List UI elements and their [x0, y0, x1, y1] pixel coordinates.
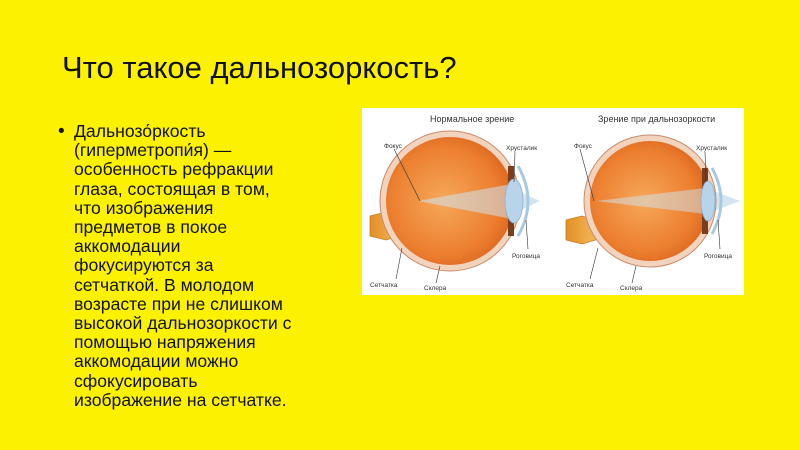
panel-normal-vision — [370, 114, 540, 292]
bullet-list-item — [58, 122, 348, 410]
panel-caption: Нормальное зрение — [430, 114, 515, 124]
panel-caption: Зрение при дальнозоркости — [598, 114, 716, 124]
label-cornea: Роговица — [704, 253, 732, 260]
lens — [505, 179, 523, 223]
label-lens: Хрусталик — [696, 145, 728, 152]
label-cornea: Роговица — [512, 253, 540, 260]
label-sclera: Склера — [424, 285, 447, 292]
slide-title: Что такое дальнозоркость? — [62, 50, 457, 85]
bullet-dot: • — [58, 121, 65, 142]
label-lens: Хрусталик — [506, 145, 538, 152]
label-retina: Сетчатка — [370, 282, 398, 289]
label-focus: Фокус — [384, 143, 402, 150]
panel-farsighted-vision — [566, 114, 740, 292]
bullet-text: Дальнозо́ркость (гиперметропи́я) — особенность рефракции глаза, состоящая в том, что изображения предметов в покое аккомодации фокусируются за сетчаткой. В молодом возрасте при не слишком высокой дальнозоркости с помощью напряжения аккомодации можно сфокусировать изображение на сетчатке. — [74, 121, 292, 410]
lens — [701, 181, 715, 221]
label-retina: Сетчатка — [566, 282, 594, 289]
label-sclera: Склера — [620, 285, 643, 292]
label-focus: Фокус — [574, 143, 592, 150]
eye-comparison-figure — [362, 108, 744, 295]
